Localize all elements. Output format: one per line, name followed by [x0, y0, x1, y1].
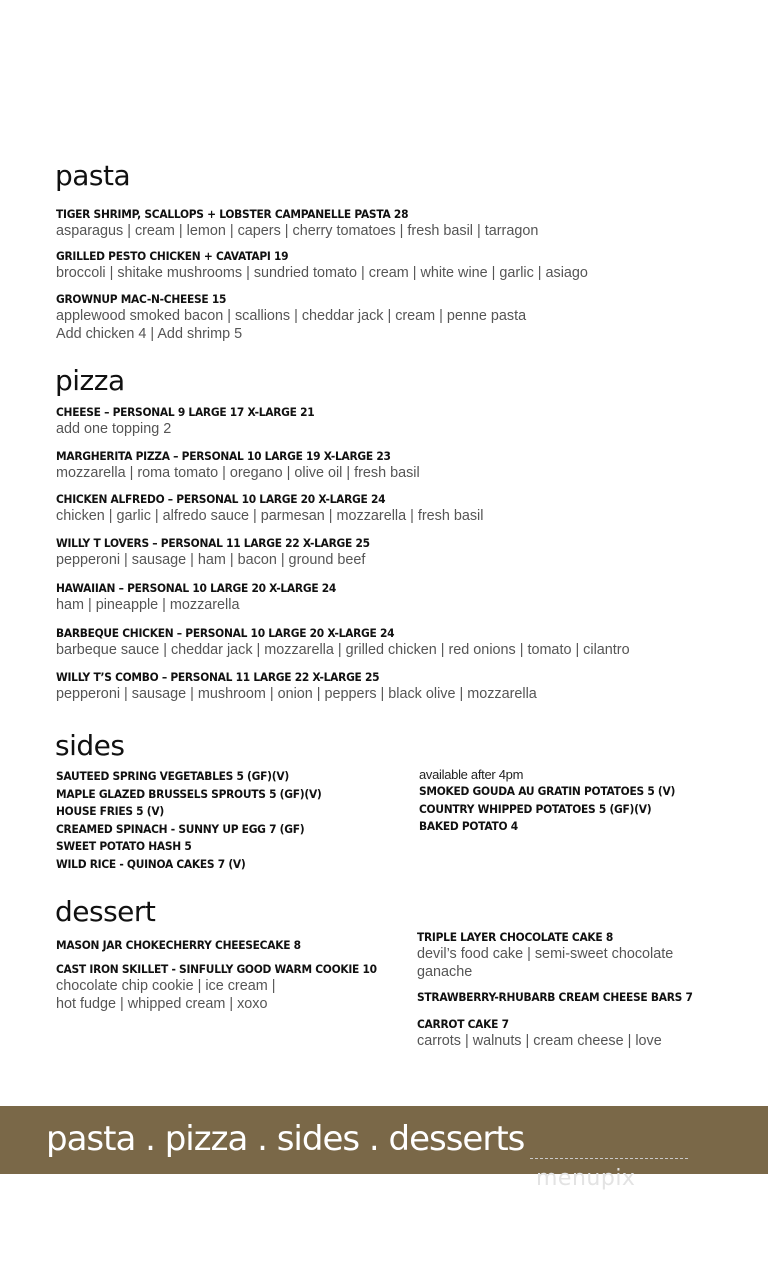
item-description: asparagus | cream | lemon | capers | cherry tomatoes | fresh basil | tarragon — [56, 223, 539, 239]
item-name: STRAWBERRY-RHUBARB CREAM CHEESE BARS 7 — [417, 990, 693, 1004]
item-name: WILLY T LOVERS – PERSONAL 11 LARGE 22 X-LARGE 25 — [56, 536, 370, 550]
dessert-item-skillet-cookie — [56, 962, 405, 1013]
pasta-heading: pasta — [55, 159, 131, 192]
item-name: CHEESE – PERSONAL 9 LARGE 17 X-LARGE 21 — [56, 405, 315, 419]
item-description: pepperoni | sausage | mushroom | onion | peppers | black olive | mozzarella — [56, 686, 537, 702]
item-name: TIGER SHRIMP, SCALLOPS + LOBSTER CAMPANELLE PASTA 28 — [56, 207, 409, 221]
item-name: HAWAIIAN – PERSONAL 10 LARGE 20 X-LARGE 24 — [56, 581, 337, 595]
side-item: SWEET POTATO HASH 5 — [56, 839, 192, 853]
item-description: hot fudge | whipped cream | xoxo — [56, 996, 268, 1012]
dessert-item-strawberry-rhubarb-bars — [417, 990, 717, 1005]
pasta-item-mac-n-cheese — [56, 292, 526, 343]
pasta-item-pesto-chicken — [56, 249, 588, 282]
item-addons: Add chicken 4 | Add shrimp 5 — [56, 326, 243, 342]
pasta-item-seafood-campanelle — [56, 207, 538, 240]
side-item: SMOKED GOUDA AU GRATIN POTATOES 5 (V) — [419, 784, 676, 798]
dessert-heading: dessert — [55, 895, 156, 928]
item-description: barbeque sauce | cheddar jack | mozzarella | grilled chicken | red onions | tomato | cilantro — [56, 642, 630, 658]
item-description: broccoli | shitake mushrooms | sundried tomato | cream | white wine | garlic | asiago — [56, 265, 588, 281]
item-description: add one topping 2 — [56, 421, 172, 437]
pizza-item-willy-t-lovers — [56, 536, 397, 569]
item-description: chocolate chip cookie | ice cream | — [56, 978, 276, 994]
item-name: CARROT CAKE 7 — [417, 1017, 509, 1031]
pizza-item-hawaiian — [56, 581, 360, 614]
item-name: CHICKEN ALFREDO – PERSONAL 10 LARGE 20 X-LARGE 24 — [56, 492, 386, 506]
side-item: COUNTRY WHIPPED POTATOES 5 (GF)(V) — [419, 801, 652, 816]
item-description: mozzarella | roma tomato | oregano | olive oil | fresh basil — [56, 465, 420, 481]
item-name: GROWNUP MAC-N-CHEESE 15 — [56, 292, 227, 306]
pizza-item-chicken-alfredo — [56, 492, 483, 525]
item-description: ham | pineapple | mozzarella — [56, 597, 240, 613]
item-name: WILLY T’S COMBO – PERSONAL 11 LARGE 22 X-LARGE 25 — [56, 670, 380, 684]
item-name: GRILLED PESTO CHICKEN + CAVATAPI 19 — [56, 249, 289, 263]
item-description: ganache — [417, 964, 473, 980]
dessert-item-chocolate-cake — [417, 930, 673, 981]
sides-list-right — [419, 766, 697, 836]
item-name: BARBEQUE CHICKEN – PERSONAL 10 LARGE 20 X-LARGE 24 — [56, 626, 395, 640]
item-description: chicken | garlic | alfredo sauce | parmesan | mozzarella | fresh basil — [56, 508, 484, 524]
item-description: carrots | walnuts | cream cheese | love — [417, 1033, 662, 1049]
sides-list-left — [56, 768, 345, 873]
pizza-item-barbeque-chicken — [56, 626, 630, 659]
sides-heading: sides — [55, 729, 125, 762]
side-item: HOUSE FRIES 5 (V) — [56, 804, 164, 818]
side-item: SAUTEED SPRING VEGETABLES 5 (GF)(V) — [56, 769, 289, 783]
side-item: MAPLE GLAZED BRUSSELS SPROUTS 5 (GF)(V) — [56, 786, 322, 801]
dessert-item-cheesecake — [56, 938, 322, 953]
item-name: MASON JAR CHOKECHERRY CHEESECAKE 8 — [56, 938, 301, 952]
item-description: devil’s food cake | semi-sweet chocolate — [417, 946, 674, 962]
menupix-watermark — [530, 1158, 688, 1198]
banner-tagline: pasta . pizza . sides . desserts — [46, 1119, 525, 1159]
pizza-item-cheese — [56, 405, 337, 438]
item-name: MARGHERITA PIZZA – PERSONAL 10 LARGE 19 X-LARGE 23 — [56, 449, 391, 463]
side-item: CREAMED SPINACH - SUNNY UP EGG 7 (GF) — [56, 821, 305, 836]
side-item: WILD RICE - QUINOA CAKES 7 (V) — [56, 856, 246, 871]
side-item: BAKED POTATO 4 — [419, 819, 518, 833]
pizza-item-willy-ts-combo — [56, 670, 537, 703]
item-name: CAST IRON SKILLET - SINFULLY GOOD WARM COOKIE 10 — [56, 962, 377, 976]
watermark-text: menupix — [536, 1166, 636, 1191]
item-name: TRIPLE LAYER CHOCOLATE CAKE 8 — [417, 930, 614, 944]
item-description: pepperoni | sausage | ham | bacon | ground beef — [56, 552, 366, 568]
pizza-heading: pizza — [55, 364, 125, 397]
pizza-item-margherita — [56, 449, 420, 482]
dessert-item-carrot-cake — [417, 1017, 662, 1050]
watermark-dashed-line — [530, 1158, 688, 1159]
availability-note: available after 4pm — [419, 767, 524, 782]
item-description: applewood smoked bacon | scallions | cheddar jack | cream | penne pasta — [56, 308, 527, 324]
